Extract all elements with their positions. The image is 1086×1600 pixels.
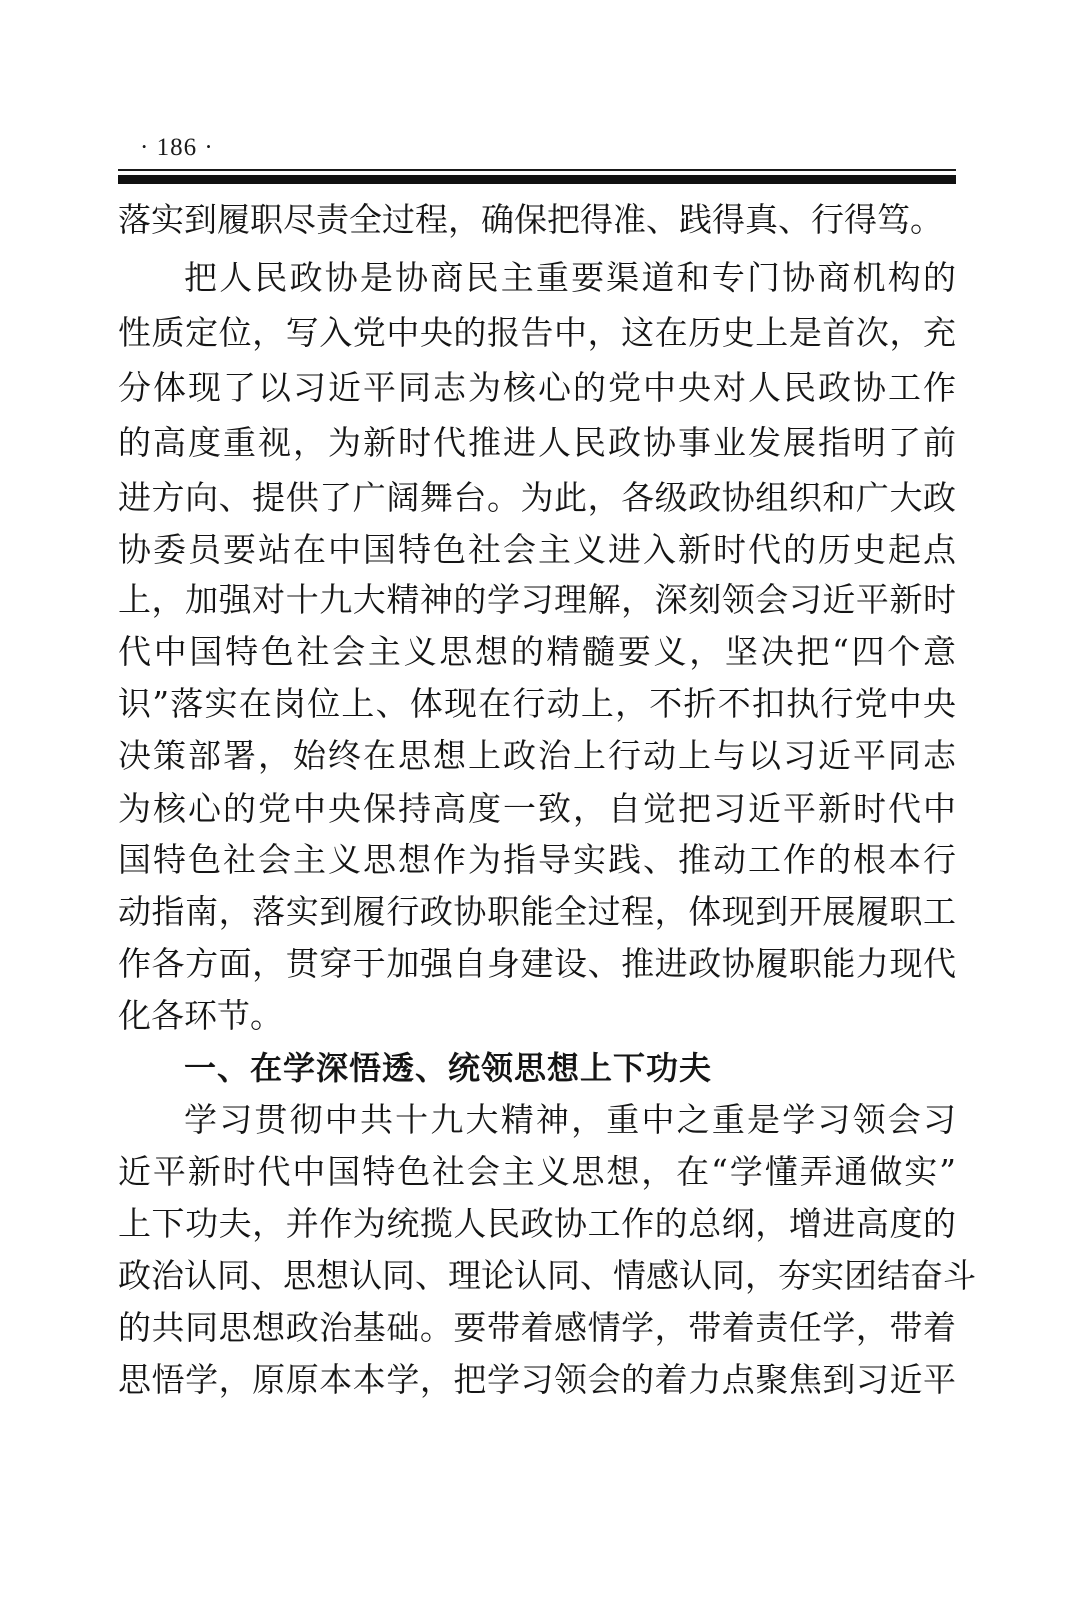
text-line: 进方向、提供了广阔舞台。为此，各级政协组织和广大政 — [118, 478, 956, 517]
page-header: · 186 · — [140, 134, 214, 161]
text-line: 化各环节。 — [118, 996, 283, 1035]
text-line: 性质定位，写入党中央的报告中，这在历史上是首次，充 — [118, 313, 956, 352]
text-line: 动指南，落实到履行政协职能全过程，体现到开展履职工 — [118, 892, 956, 931]
text-line: 代中国特色社会主义思想的精髓要义，坚决把“四个意 — [118, 632, 956, 671]
section-heading: 一、在学深悟透、统领思想上下功夫 — [184, 1049, 713, 1087]
text-line: 作各方面，贯穿于加强自身建设、推进政协履职能力现代 — [118, 944, 956, 983]
text-line: 上，加强对十九大精神的学习理解，深刻领会习近平新时 — [118, 580, 956, 619]
text-line: 的高度重视，为新时代推进人民政协事业发展指明了前 — [118, 423, 956, 462]
header-rule-thin — [118, 169, 956, 171]
text-line: 决策部署，始终在思想上政治上行动上与以习近平同志 — [118, 736, 956, 775]
text-line: 的共同思想政治基础。要带着感情学，带着责任学，带着 — [118, 1308, 956, 1347]
text-line: 为核心的党中央保持高度一致，自觉把习近平新时代中 — [118, 789, 956, 828]
text-line: 学习贯彻中共十九大精神，重中之重是学习领会习 — [184, 1100, 956, 1139]
text-line: 分体现了以习近平同志为核心的党中央对人民政协工作 — [118, 368, 956, 407]
text-line: 思悟学，原原本本学，把学习领会的着力点聚焦到习近平 — [118, 1360, 956, 1399]
text-line: 把人民政协是协商民主重要渠道和专门协商机构的 — [184, 258, 956, 297]
text-line: 落实到履职尽责全过程，确保把得准、践得真、行得笃。 — [118, 200, 943, 239]
text-line: 政治认同、思想认同、理论认同、情感认同，夯实团结奋斗 — [118, 1256, 976, 1295]
text-line: 上下功夫，并作为统揽人民政协工作的总纲，增进高度的 — [118, 1204, 956, 1243]
text-line: 协委员要站在中国特色社会主义进入新时代的历史起点 — [118, 530, 956, 569]
text-line: 近平新时代中国特色社会主义思想，在“学懂弄通做实” — [118, 1152, 956, 1191]
header-rule-thick — [118, 175, 956, 184]
text-line: 国特色社会主义思想作为指导实践、推动工作的根本行 — [118, 840, 956, 879]
text-line: 识”落实在岗位上、体现在行动上，不折不扣执行党中央 — [118, 684, 956, 723]
